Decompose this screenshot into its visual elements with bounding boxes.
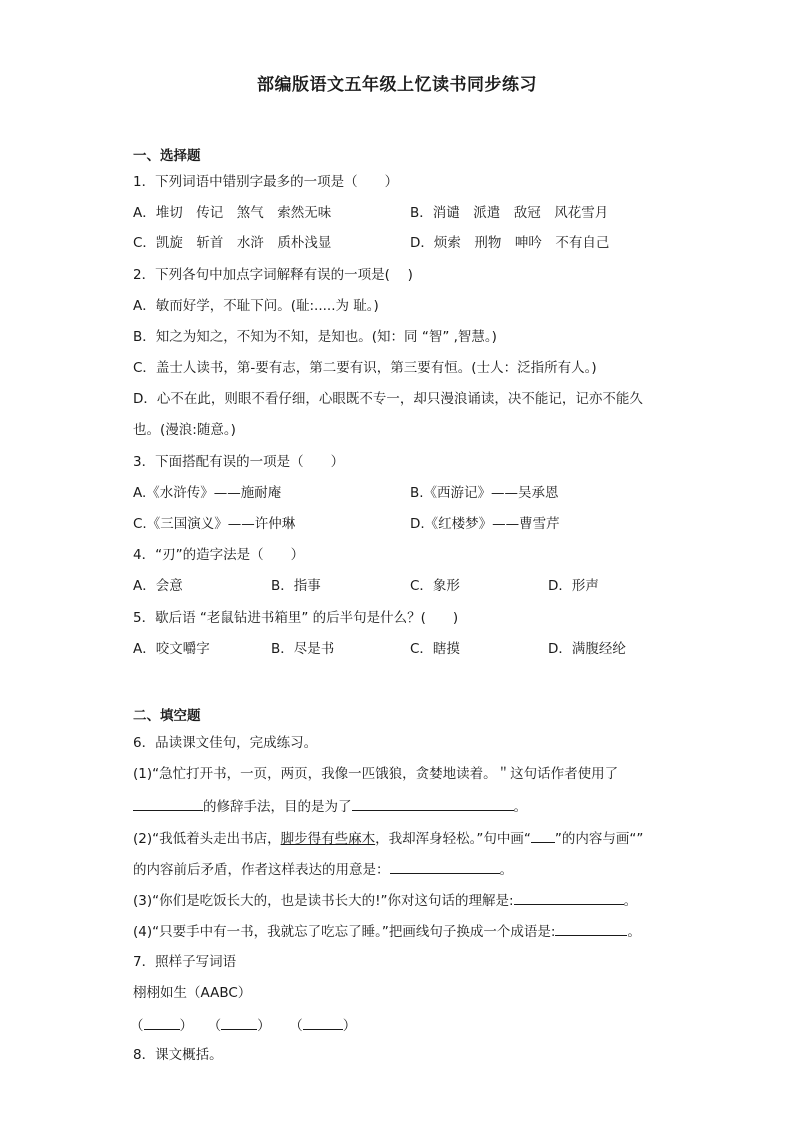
q7-blank-2[interactable] — [221, 1015, 257, 1030]
q6-part2-blank[interactable] — [390, 859, 500, 874]
section-heading-choice: 一、选择题 — [133, 148, 201, 164]
q1-stem: 1．下列词语中错别字最多的一项是（ ） — [133, 174, 399, 190]
q6-part4-end: 。 — [627, 924, 641, 940]
q7-answer-row — [130, 1015, 356, 1035]
q1-option-a: A．堆切 传记 煞气 索然无味 — [133, 205, 332, 221]
q6-part2-post: ，我却浑身轻松。”句中画“ — [375, 831, 531, 847]
q2-option-a: A．敏而好学，不耻下问。(耻:.....为 耻。) — [133, 298, 379, 314]
q4-option-a: A．会意 — [133, 578, 183, 594]
q2-option-d-line1: D．心不在此，则眼不看仔细，心眼既不专一，却只漫浪诵读，决不能记，记亦不能久 — [133, 391, 643, 407]
q1-option-c: C．凯旋 斩首 水浒 质朴浅显 — [133, 235, 332, 251]
q6-part3-blank[interactable] — [514, 890, 624, 905]
q7-close-paren-2: ） — [257, 1018, 271, 1034]
q6-part2-underlined: 脚步得有些麻木 — [280, 831, 376, 847]
q7-open-paren-1: （ — [130, 1018, 144, 1034]
q6-part2-end: 。 — [499, 862, 513, 878]
q4-option-c: C．象形 — [410, 578, 460, 594]
q3-option-b: B.《西游记》——吴承恩 — [410, 485, 559, 501]
q1-option-b: B．消谴 派遣 敌冠 风花雪月 — [410, 205, 609, 221]
q6-stem: 6．品读课文佳句，完成练习。 — [133, 735, 318, 751]
q7-close-paren-3: ） — [342, 1018, 357, 1034]
q2-option-c: C．盖士人读书，第-要有志，第二要有识，第三要有恒。(士人：泛指所有人。) — [133, 360, 597, 376]
q7-close-paren-1: ） — [179, 1018, 193, 1034]
q2-option-b: B．知之为知之，不知为不知，是知也。(知：同 “智” ,智慧。) — [133, 329, 497, 345]
q3-stem: 3．下面搭配有误的一项是（ ） — [133, 454, 345, 470]
q6-part2-prefix: (2)“我低着头走出书店， — [133, 831, 281, 847]
q6-part1-blank-1[interactable] — [133, 796, 203, 811]
q3-option-c: C.《三国演义》——许仲琳 — [133, 516, 296, 532]
q4-option-d: D．形声 — [548, 578, 599, 594]
q5-option-c: C．瞎摸 — [410, 641, 460, 657]
q6-part4-question: (4)“只要手中有一书，我就忘了吃忘了睡。”把画线句子换成一个成语是: — [133, 924, 556, 940]
q6-part4-blank[interactable] — [555, 921, 627, 936]
q3-option-d: D.《红楼梦》——曹雪芹 — [410, 516, 560, 532]
q6-part2-question: 的内容前后矛盾，作者这样表达的用意是： — [133, 862, 390, 878]
q7-example: 栩栩如生（AABC） — [133, 985, 252, 1001]
q6-part1-blank-2[interactable] — [352, 796, 514, 811]
q4-option-b: B．指事 — [271, 578, 321, 594]
q7-open-paren-3: （ — [289, 1018, 303, 1034]
q7-open-paren-2: （ — [207, 1018, 222, 1034]
q1-option-d: D．烦索 刑物 呻吟 不有自己 — [410, 235, 610, 251]
q3-option-a: A.《水浒传》——施耐庵 — [133, 485, 282, 501]
q6-part2-line1 — [133, 828, 643, 848]
q6-part1-mid-text: 的修辞手法，目的是为了 — [203, 799, 352, 815]
q5-option-d: D．满腹经纶 — [548, 641, 626, 657]
q6-part1-line1: (1)“急忙打开书，一页，两页，我像一匹饿狼，贪婪地读着。＂这句话作者使用了 — [133, 766, 619, 782]
q6-part1-end: 。 — [513, 799, 527, 815]
q5-option-b: B．尽是书 — [271, 641, 335, 657]
q6-part3-line — [133, 890, 637, 910]
q6-part1-line2 — [133, 796, 527, 816]
q7-stem: 7．照样子写词语 — [133, 954, 237, 970]
q6-part2-mid: ”的内容与画“” — [554, 831, 644, 847]
q2-option-d-line2: 也。(漫浪:随意。) — [133, 422, 236, 438]
q6-part4-line — [133, 921, 641, 941]
q7-blank-1[interactable] — [144, 1015, 180, 1030]
section-heading-fill: 二、填空题 — [133, 708, 201, 724]
q5-stem: 5．歇后语 “老鼠钻进书箱里” 的后半句是什么？( ) — [133, 610, 459, 626]
q7-blank-3[interactable] — [303, 1015, 343, 1030]
page-title: 部编版语文五年级上忆读书同步练习 — [257, 75, 537, 95]
q6-part3-end: 。 — [623, 893, 638, 909]
q2-stem: 2．下列各句中加点字词解释有误的一项是( ) — [133, 267, 413, 283]
q4-stem: 4．“刃”的造字法是（ ） — [133, 547, 305, 563]
q6-part2-mark-blank — [531, 828, 555, 843]
q8-stem: 8．课文概括。 — [133, 1047, 223, 1063]
q6-part2-line2 — [133, 859, 513, 879]
q6-part3-question: (3)“你们是吃饭长大的，也是读书长大的!”你对这句话的理解是: — [133, 893, 514, 909]
q5-option-a: A．咬文嚼字 — [133, 641, 210, 657]
